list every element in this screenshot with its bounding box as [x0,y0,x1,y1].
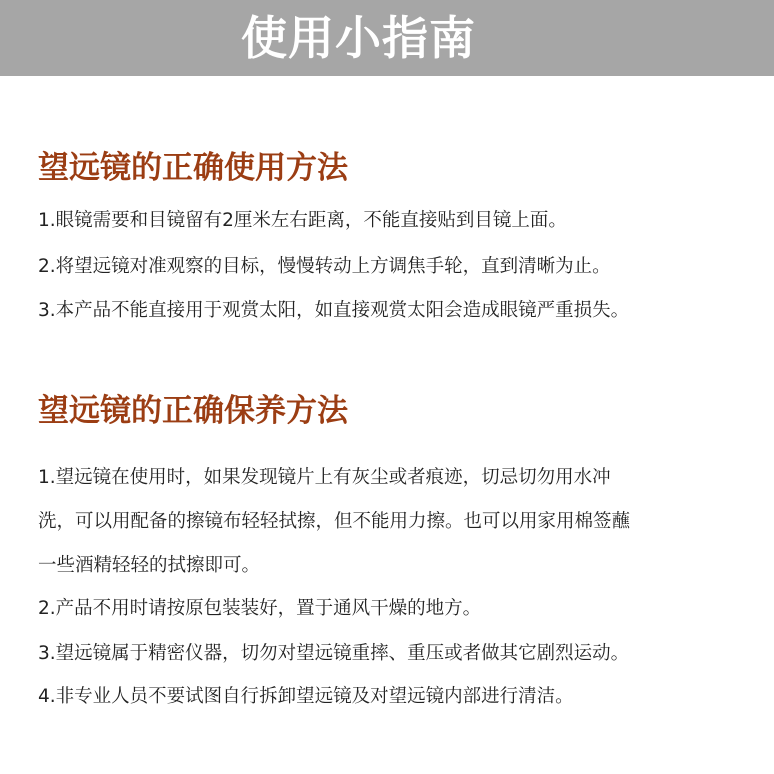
maintenance-line-6: 4.非专业人员不要试图自行拆卸望远镜及对望远镜内部进行清洁。 [38,686,574,707]
usage-line-2: 2.将望远镜对准观察的目标，慢慢转动上方调焦手轮，直到清晰为止。 [38,256,611,277]
usage-line-3: 3.本产品不能直接用于观赏太阳，如直接观赏太阳会造成眼镜严重损失。 [38,300,630,321]
section-title-usage: 望远镜的正确使用方法 [38,150,348,186]
usage-line-1: 1.眼镜需要和目镜留有2厘米左右距离，不能直接贴到目镜上面。 [38,210,567,231]
maintenance-line-3: 一些酒精轻轻的拭擦即可。 [38,555,261,576]
maintenance-line-5: 3.望远镜属于精密仪器，切勿对望远镜重摔、重压或者做其它剧烈运动。 [38,643,630,664]
maintenance-line-2: 洗，可以用配备的擦镜布轻轻拭擦，但不能用力擦。也可以用家用棉签蘸 [38,511,631,532]
maintenance-line-1: 1.望远镜在使用时，如果发现镜片上有灰尘或者痕迹，切忌切勿用水冲 [38,467,611,488]
header-bar [0,0,774,76]
section-title-maintenance: 望远镜的正确保养方法 [38,393,348,429]
maintenance-line-4: 2.产品不用时请按原包装装好，置于通风干燥的地方。 [38,598,482,619]
page-title: 使用小指南 [241,11,476,65]
